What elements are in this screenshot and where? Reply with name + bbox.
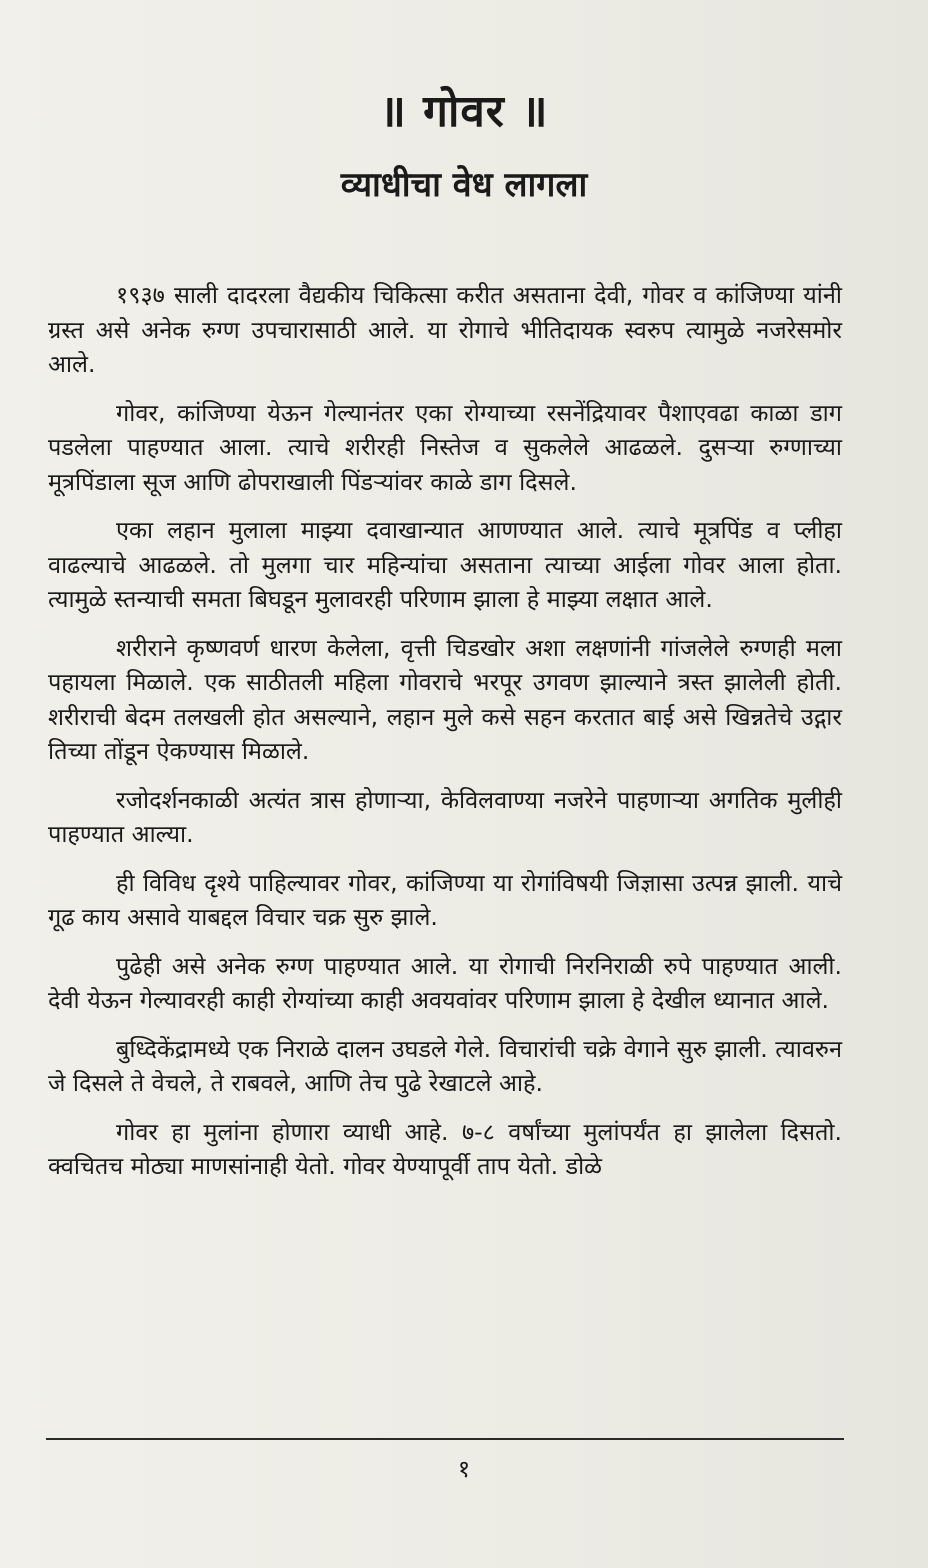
paragraph-9: गोवर हा मुलांना होणारा व्याधी आहे. ७-८ वर्षांच्या मुलांपर्यंत हा झालेला दिसतो. क्वचितच मोठ्या माणसांनाही येतो. गोवर येण्यापूर्वी ताप येतो. डोळे <box>48 1117 842 1180</box>
paragraph-8: बुध्दिकेंद्रामध्ये एक निराळे दालन उघडले गेले. विचारांची चक्रे वेगाने सुरु झाली. त्यावरुन जे दिसले ते वेचले, ते राबवले, आणि तेच पुढे रेखाटले आहे. <box>48 1034 842 1097</box>
paragraph-6: ही विविध दृश्ये पाहिल्यावर गोवर, कांजिण्या या रोगांविषयी जिज्ञासा उत्पन्न झाली. याचे गूढ काय असावे याबद्दल विचार चक्र सुरु झाले. <box>48 868 842 931</box>
chapter-title: ॥ गोवर ॥ <box>379 86 549 137</box>
footer-divider <box>46 1438 844 1440</box>
chapter-subtitle: व्याधीचा वेध लागला <box>340 165 588 205</box>
page-number: १ <box>457 1455 471 1483</box>
paragraph-1: १९३७ साली दादरला वैद्यकीय चिकित्सा करीत असताना देवी, गोवर व कांजिण्या यांनी ग्रस्त असे अनेक रुग्ण उपचारासाठी आले. या रोगाचे भीतिदायक स्वरुप त्यामुळे नजरेसमोर आले. <box>48 281 842 378</box>
paragraph-4: शरीराने कृष्णवर्ण धारण केलेला, वृत्ती चिडखोर अशा लक्षणांनी गांजलेले रुग्णही मला पहायला मिळाले. एक साठीतली महिला गोवराचे भरपूर उगवण झाल्याने त्रस्त झालेली होती. शरीराची बेदम तलखली होत असल्याने, लहान मुले कसे सहन करतात बाई असे खिन्नतेचे उद्गार तिच्या तोंडून ऐकण्यास मिळाले. <box>48 633 842 765</box>
body-text <box>48 278 842 1198</box>
paragraph-5: रजोदर्शनकाळी अत्यंत त्रास होणाऱ्या, केविलवाण्या नजरेने पाहणाऱ्या अगतिक मुलीही पाहण्यात आल्या. <box>48 785 842 848</box>
paragraph-7: पुढेही असे अनेक रुग्ण पाहण्यात आले. या रोगाची निरनिराळी रुपे पाहण्यात आली. देवी येऊन गेल्यावरही काही रोग्यांच्या काही अवयवांवर परिणाम झाला हे देखील ध्यानात आले. <box>48 951 842 1014</box>
paragraph-2: गोवर, कांजिण्या येऊन गेल्यानंतर एका रोग्याच्या रसनेंद्रियावर पैशाएवढा काळा डाग पडलेला पाहण्यात आला. त्याचे शरीरही निस्तेज व सुकलेले आढळले. दुसऱ्या रुग्णाच्या मूत्रपिंडाला सूज आणि ढोपराखाली पिंडऱ्यांवर काळे डाग दिसले. <box>48 398 842 496</box>
paragraph-3: एका लहान मुलाला माझ्या दवाखान्यात आणण्यात आले. त्याचे मूत्रपिंड व प्लीहा वाढल्याचे आढळले. तो मुलगा चार महिन्यांचा असताना त्याच्या आईला गोवर आला होता. त्यामुळे स्तन्याची समता बिघडून मुलावरही परिणाम झाला हे माझ्या लक्षात आले. <box>48 516 842 613</box>
